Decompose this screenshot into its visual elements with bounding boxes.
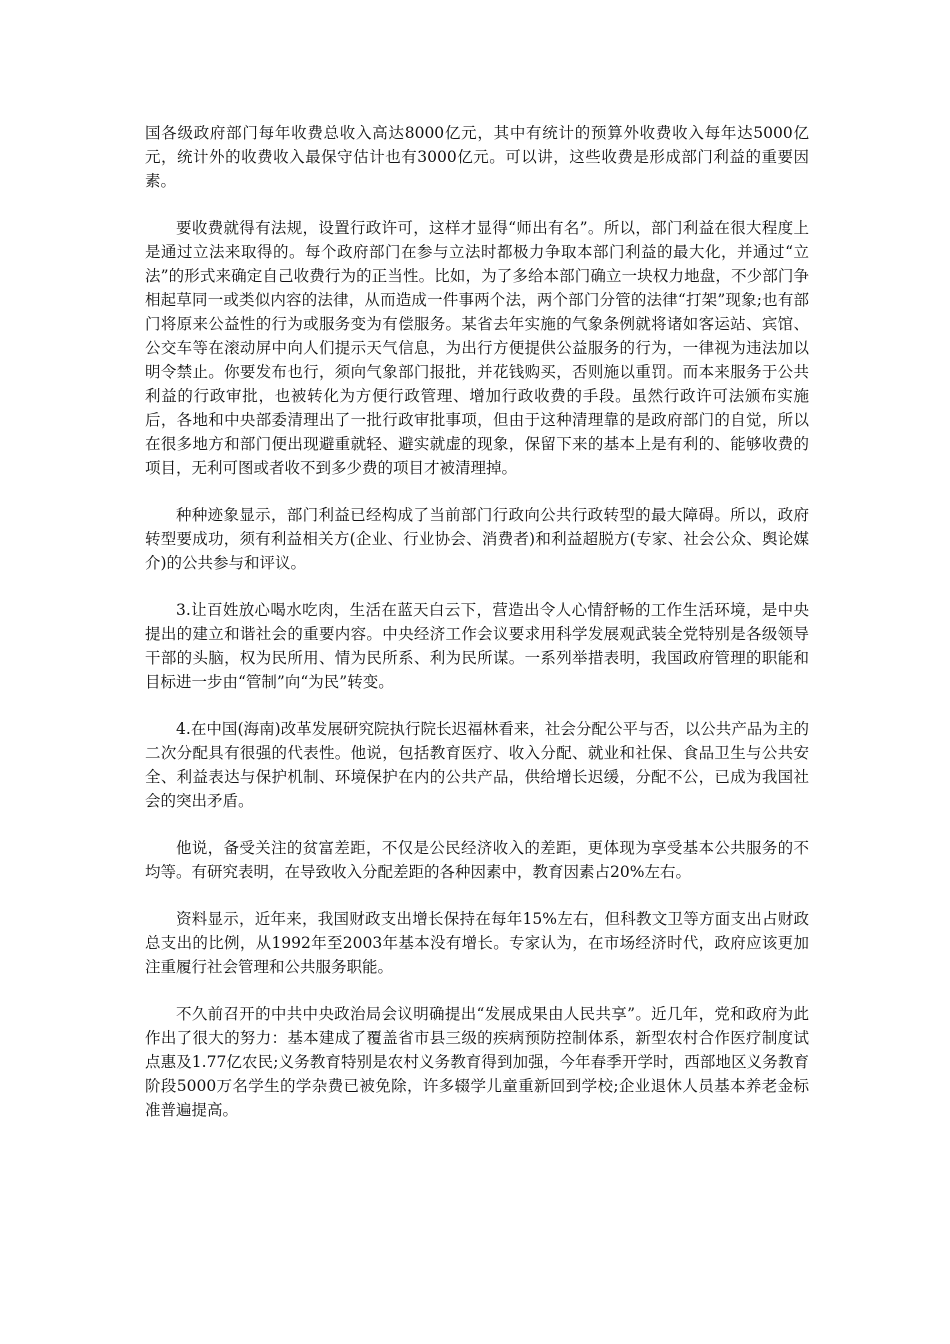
paragraph-legislation: 要收费就得有法规，设置行政许可，这样才显得“师出有名”。所以，部门利益在很大程度上是通过立法来取得的。每个政府部门在参与立法时都极力争取本部门利益的最大化，并通过“立法”的形式来确定自己收费行为的正当性。比如，为了多给本部门确立一块权力地盘，不少部门争相起草同一或类似内容的法律，从而造成一件事两个法，两个部门分管的法律“打架”现象;也有部门将原来公益性的行为或服务变为有偿服务。某省去年实施的气象条例就将诸如客运站、宾馆、公交车等在滚动屏中向人们提示天气信息，为出行方便提供公益服务的行为，一律视为违法加以明令禁止。你要发布也行，须向气象部门报批，并花钱购买，否则施以重罚。而本来服务于公共利益的行政审批，也被转化为方便行政管理、增加行政收费的手段。虽然行政许可法颁布实施后，各地和中央部委清理出了一批行政审批事项，但由于这种清理靠的是政府部门的自觉，所以在很多地方和部门便出现避重就轻、避实就虚的现象，保留下来的基本上是有利的、能够收费的项目，无利可图或者收不到多少费的项目才被清理掉。: [145, 219, 809, 477]
document-body: [145, 121, 809, 1145]
paragraph-point-3: 3.让百姓放心喝水吃肉，生活在蓝天白云下，营造出令人心情舒畅的工作生活环境，是中央提出的建立和谐社会的重要内容。中央经济工作会议要求用科学发展观武装全党特别是各级领导干部的头脑，权为民所用、情为民所系、利为民所谋。一系列举措表明，我国政府管理的职能和目标进一步由“管制”向“为民”转变。: [145, 601, 809, 691]
paragraph-shared-development: 不久前召开的中共中央政治局会议明确提出“发展成果由人民共享”。近几年，党和政府为此作出了很大的努力：基本建成了覆盖省市县三级的疾病预防控制体系，新型农村合作医疗制度试点惠及1.77亿农民;义务教育特别是农村义务教育得到加强，今年春季开学时，西部地区义务教育阶段5000万名学生的学杂费已被免除，许多辍学儿童重新回到学校;企业退休人员基本养老金标准普遍提高。: [145, 1005, 809, 1119]
paragraph-fees-continued: 国各级政府部门每年收费总收入高达8000亿元，其中有统计的预算外收费收入每年达5000亿元，统计外的收费收入最保守估计也有3000亿元。可以讲，这些收费是形成部门利益的重要因素。: [145, 124, 809, 190]
paragraph-point-4: 4.在中国(海南)改革发展研究院执行院长迟福林看来，社会分配公平与否，以公共产品为主的二次分配具有很强的代表性。他说，包括教育医疗、收入分配、就业和社保、食品卫生与公共安全、利益表达与保护机制、环境保护在内的公共产品，供给增长迟缓，分配不公，已成为我国社会的突出矛盾。: [145, 720, 809, 810]
paragraph-fiscal-data: 资料显示，近年来，我国财政支出增长保持在每年15%左右，但科教文卫等方面支出占财政总支出的比例，从1992年至2003年基本没有增长。专家认为，在市场经济时代，政府应该更加注重履行社会管理和公共服务职能。: [145, 910, 809, 976]
paragraph-wealth-gap: 他说，备受关注的贫富差距，不仅是公民经济收入的差距，更体现为享受基本公共服务的不均等。有研究表明，在导致收入分配差距的各种因素中，教育因素占20%左右。: [145, 839, 809, 881]
paragraph-department-interest: 种种迹象显示，部门利益已经构成了当前部门行政向公共行政转型的最大障碍。所以，政府转型要成功，须有利益相关方(企业、行业协会、消费者)和利益超脱方(专家、社会公众、舆论媒介)的公共参与和评议。: [145, 506, 809, 572]
